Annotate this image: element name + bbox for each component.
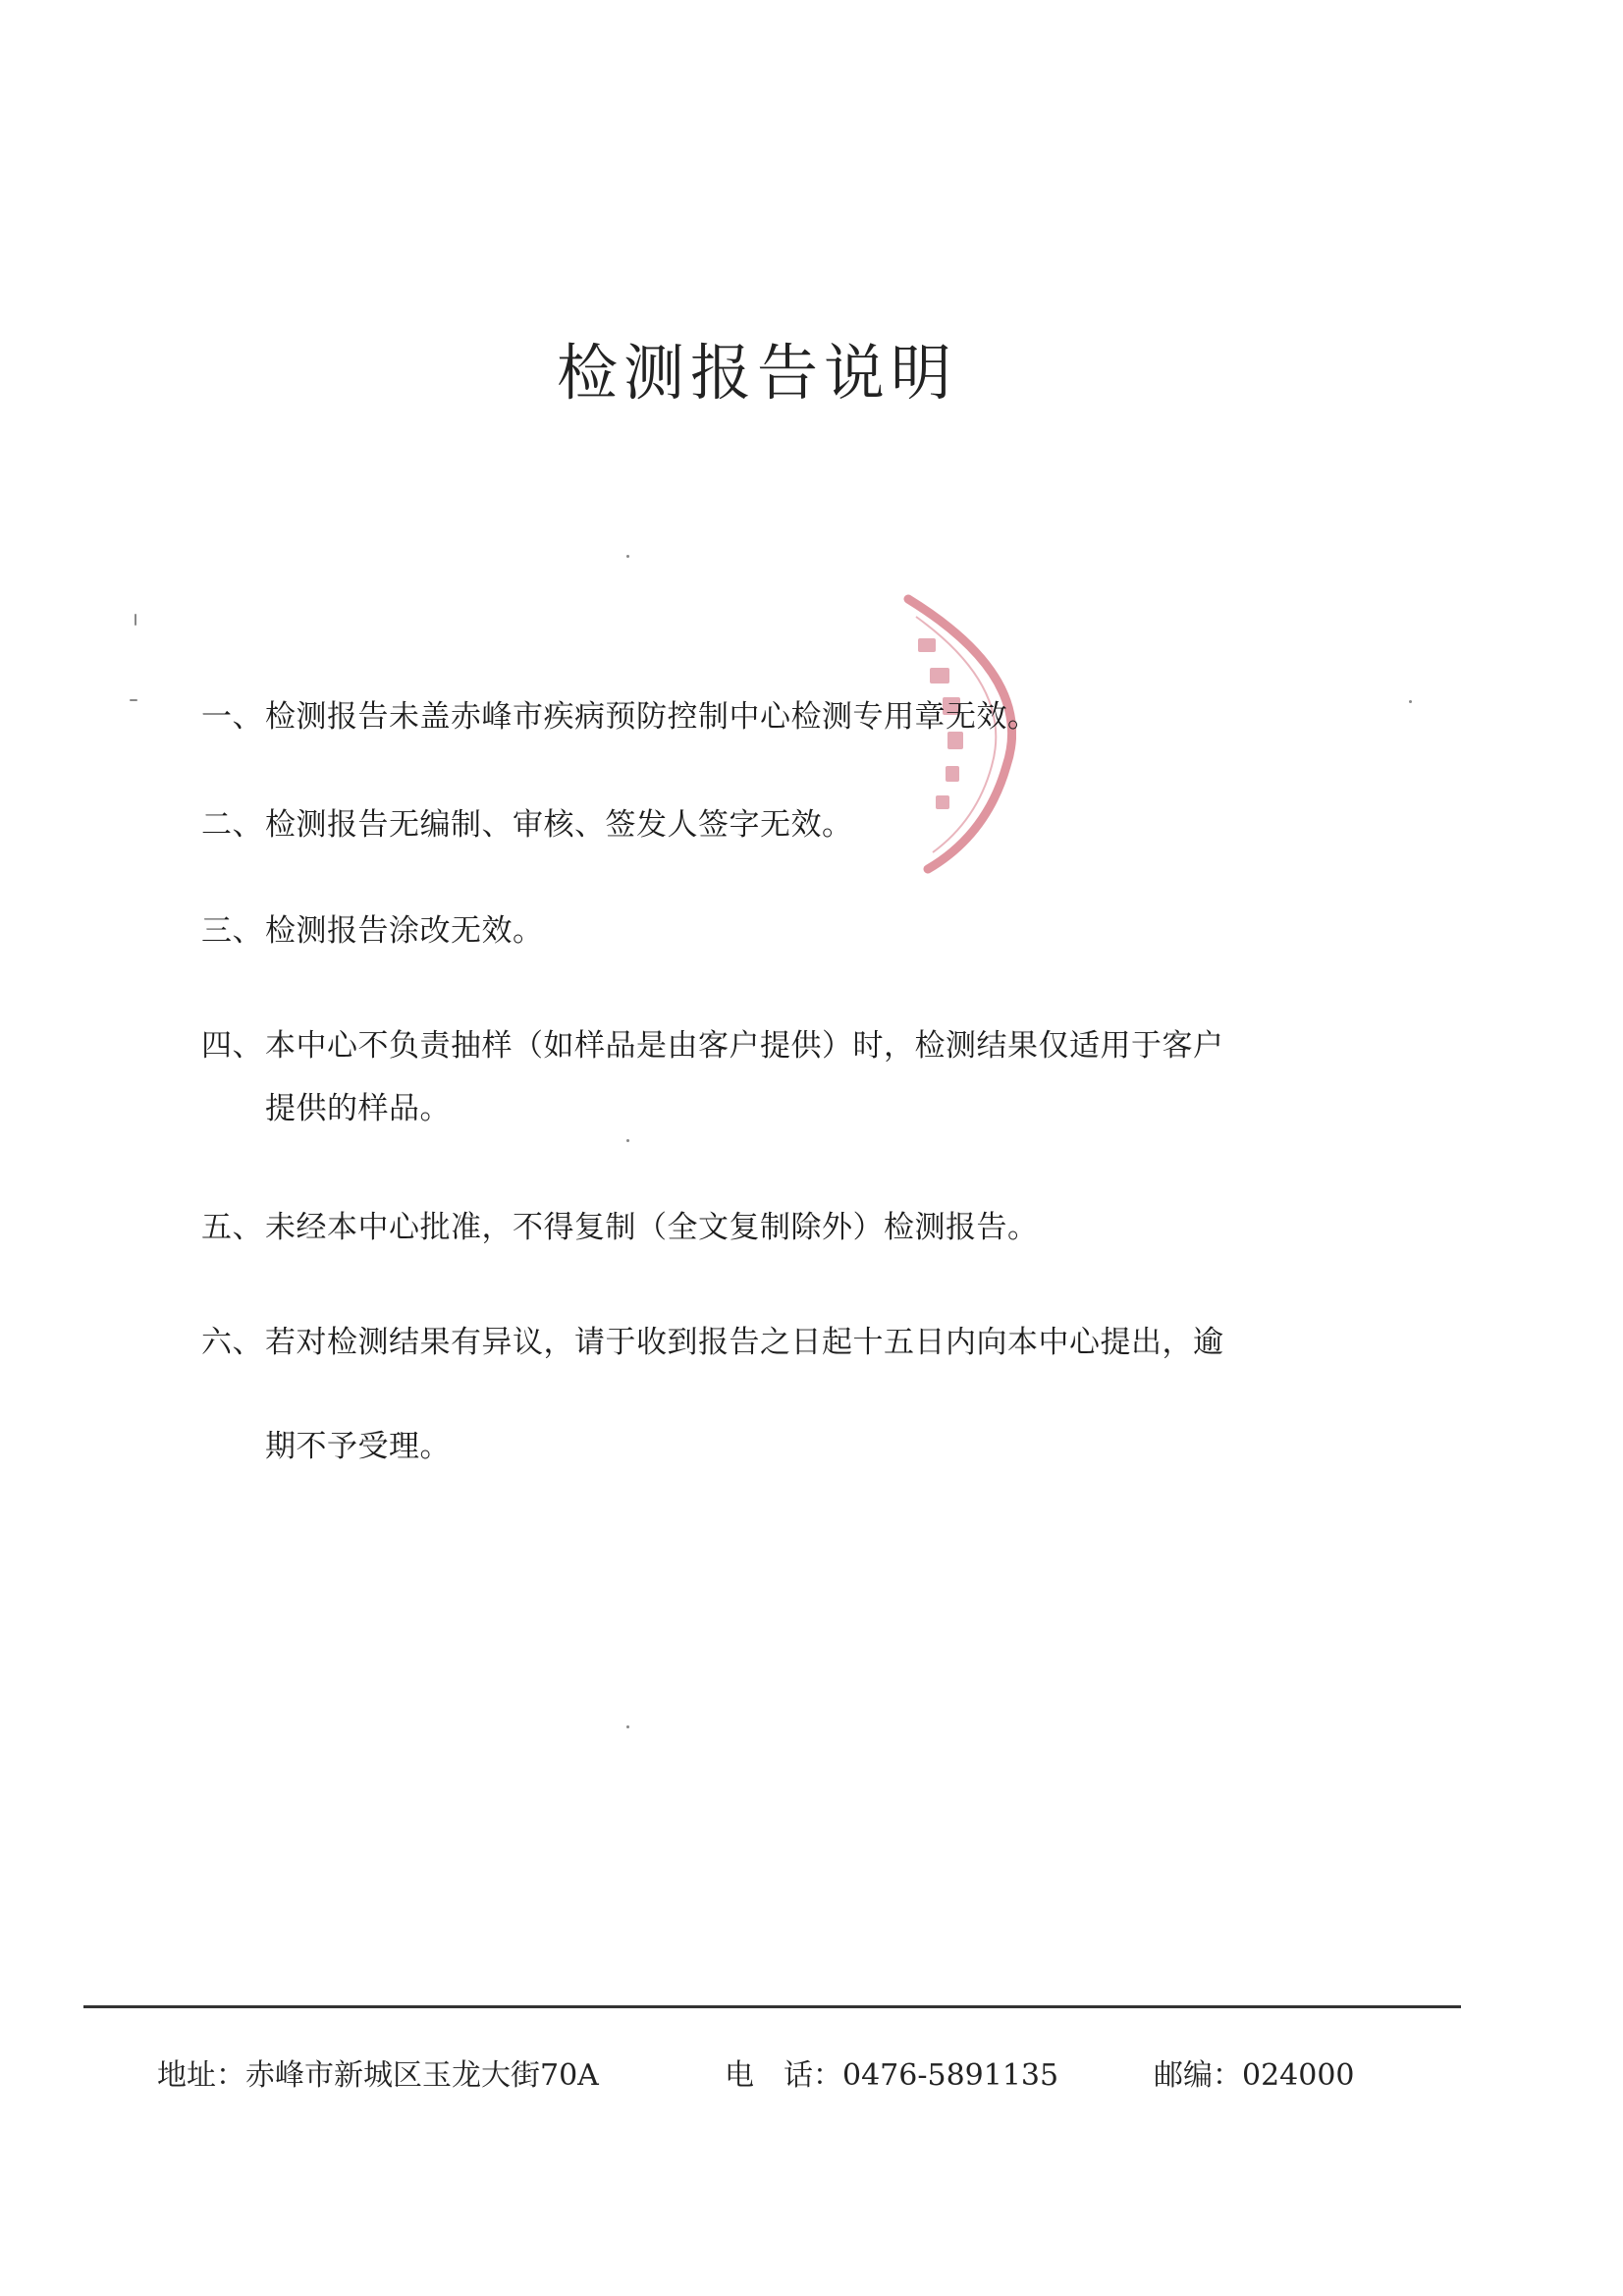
clause-2: [201, 807, 1301, 843]
clause-continuation: 提供的样品。: [265, 1091, 451, 1126]
clause-5: [201, 1210, 1301, 1245]
clause-4: [201, 1028, 1301, 1126]
scan-speck: [626, 1725, 629, 1728]
footer-divider: [83, 2005, 1461, 2008]
scan-speck: [130, 699, 137, 701]
clause-text: 未经本中心批准，不得复制（全文复制除外）检测报告。: [265, 1210, 1039, 1245]
clause-number: 六、: [201, 1325, 263, 1360]
clause-3: [201, 913, 1301, 949]
clause-text: 检测报告未盖赤峰市疾病预防控制中心检测专用章无效。: [265, 699, 1039, 735]
scan-speck: [626, 555, 629, 558]
clause-text: 本中心不负责抽样（如样品是由客户提供）时，检测结果仅适用于客户: [265, 1028, 1224, 1064]
clause-number: 四、: [201, 1028, 263, 1064]
footer-phone: 电 话：0476-5891135: [725, 2058, 1059, 2093]
clause-6: [201, 1325, 1301, 1464]
footer-address: 地址：赤峰市新城区玉龙大街70A: [157, 2058, 599, 2093]
clause-number: 一、: [201, 699, 263, 735]
scan-speck: [1409, 700, 1412, 703]
clause-text: 检测报告涂改无效。: [265, 913, 544, 949]
clause-text: 检测报告无编制、审核、签发人签字无效。: [265, 807, 853, 843]
footer-postcode: 邮编：024000: [1154, 2058, 1355, 2093]
clause-continuation: 期不予受理。: [265, 1429, 451, 1464]
page-title: 检测报告说明: [556, 337, 957, 409]
clause-number: 三、: [201, 913, 263, 949]
scan-speck: [135, 614, 136, 626]
clause-number: 五、: [201, 1210, 263, 1245]
clause-text: 若对检测结果有异议，请于收到报告之日起十五日内向本中心提出，逾: [265, 1325, 1224, 1360]
clause-1: [201, 699, 1301, 735]
clause-number: 二、: [201, 807, 263, 843]
scan-speck: [626, 1139, 629, 1142]
